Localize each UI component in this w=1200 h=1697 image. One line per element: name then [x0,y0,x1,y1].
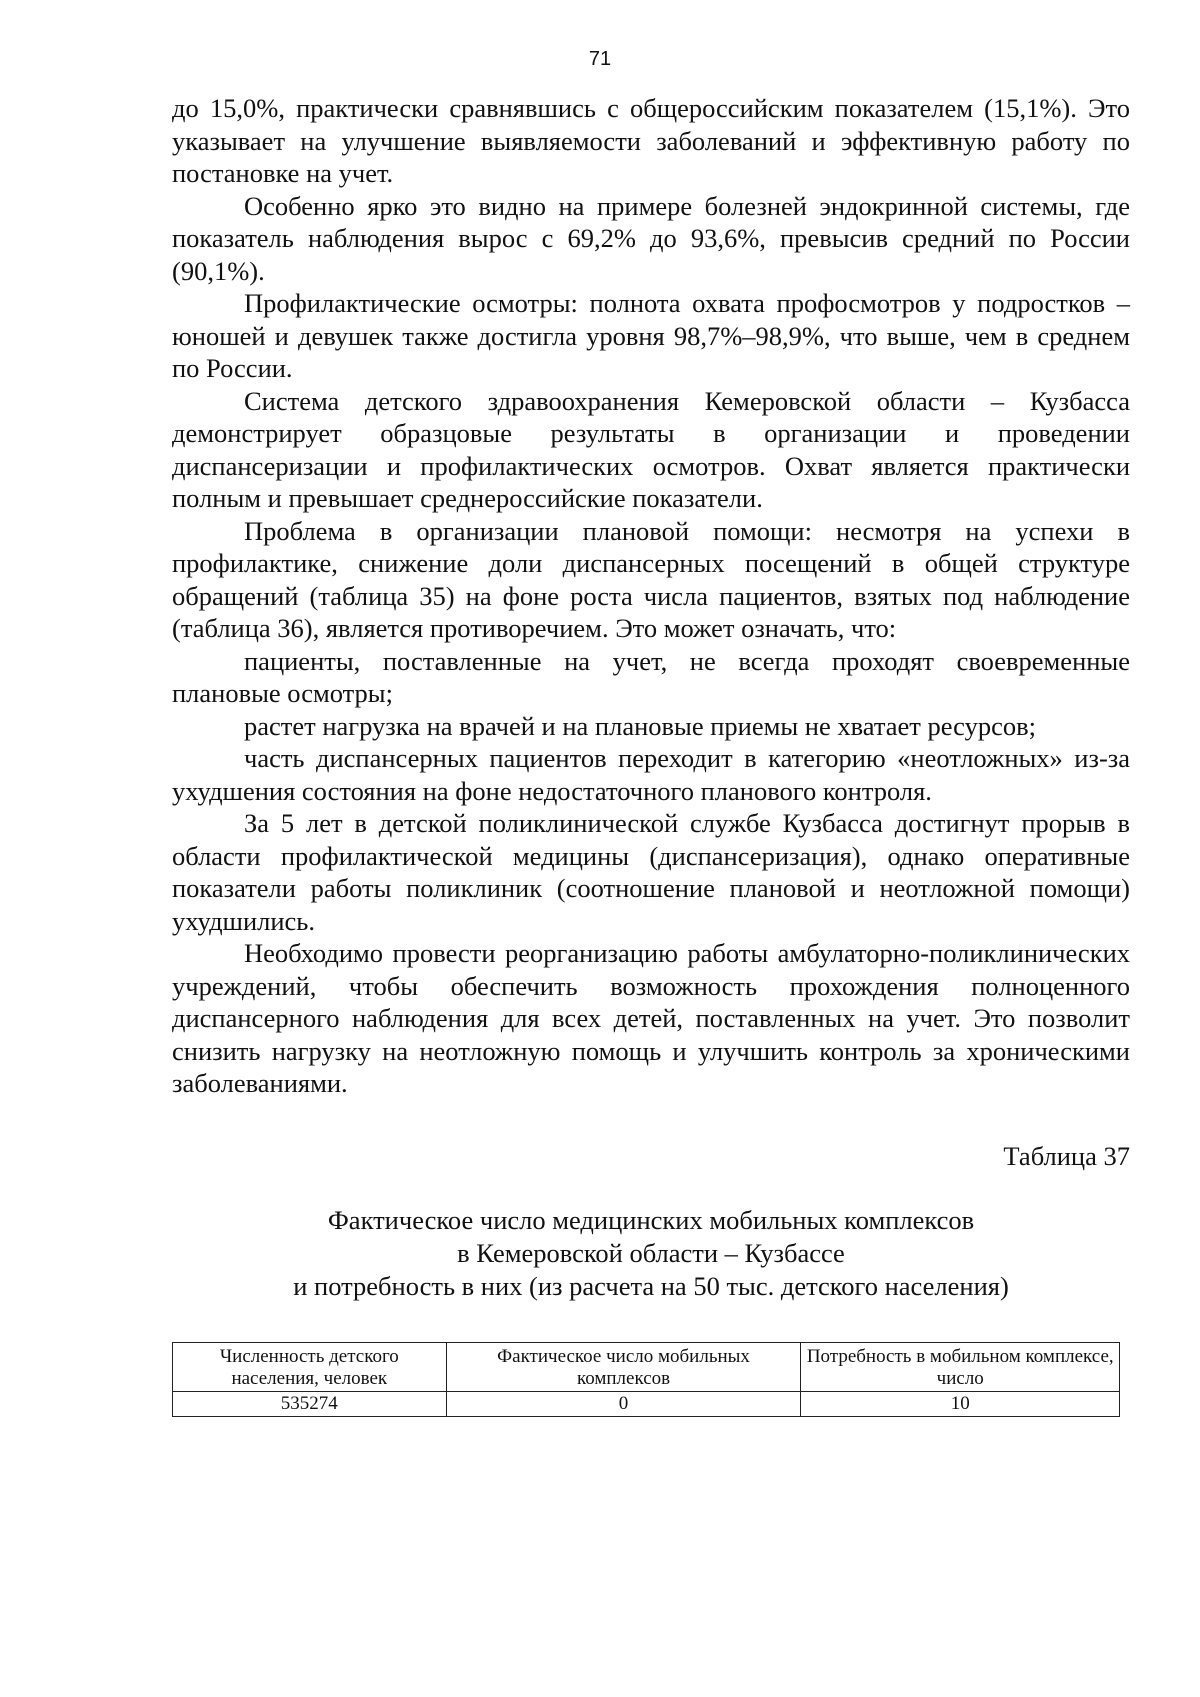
paragraph: Профилактические осмотры: полнота охвата профосмотров у подростков – юношей и девушек также достигла уровня 98,7%–98,9%, что выше, чем в среднем по России. [172,288,1130,383]
table-title-line: в Кемеровской области – Кузбассе [457,1238,845,1268]
list-item: растет нагрузка на врачей и на плановые приемы не хватает ресурсов; [244,710,1036,741]
column-header-actual-count: Фактическое число мобильных комплексов [446,1343,801,1392]
list-item: пациенты, поставленные на учет, не всегда проходят своевременные плановые осмотры; [172,645,1130,708]
data-table [172,1342,1120,1417]
column-header-population: Численность детского населения, человек [173,1343,447,1392]
table-title-line: и потребность в них (из расчета на 50 тыс. детского населения) [293,1271,1009,1301]
paragraph: Система детского здравоохранения Кемеровской области – Кузбасса демонстрирует образцовые результаты в организации и проведении диспансеризации и профилактических осмотров. Охват является практически полным и превышает среднероссийские показатели. [172,385,1130,513]
table-title [172,1204,1130,1303]
column-header-need: Потребность в мобильном комплексе, число [801,1343,1120,1392]
paragraph: Необходимо провести реорганизацию работы амбулаторно-поликлинических учреждений, чтобы обеспечить возможность прохождения полноценного диспансерного наблюдения для всех детей, поставленных на учет. Это позволит снизить нагрузку на неотложную помощь и улучшить контроль за хроническими заболеваниями. [172,938,1130,1098]
paragraph: Особенно ярко это видно на примере болезней эндокринной системы, где показатель наблюдения вырос с 69,2% до 93,6%, превысив средний по России (90,1%). [172,190,1130,286]
paragraph: За 5 лет в детской поликлинической службе Кузбасса достигнут прорыв в области профилактической медицины (диспансеризация), однако оперативные показатели работы поликлиник (соотношение плановой и неотложной помощи) ухудшились. [172,808,1130,936]
table-row [173,1392,1120,1417]
table-label: Таблица 37 [1003,1141,1130,1171]
table-cell: 535274 [173,1392,447,1417]
list-item: часть диспансерных пациентов переходит в категорию «неотложных» из-за ухудшения состояния на фоне недостаточного планового контроля. [172,743,1130,806]
table-cell: 10 [801,1392,1120,1417]
table-title-line: Фактическое число медицинских мобильных комплексов [327,1205,975,1235]
page-number: 71 [588,48,612,70]
paragraph: Проблема в организации плановой помощи: несмотря на успехи в профилактике, снижение доли диспансерных посещений в общей структуре обращений (таблица 35) на фоне роста числа пациентов, взятых под наблюдение (таблица 36), является противоречием. Это может означать, что: [172,515,1130,643]
body-text [172,92,1130,1100]
table-cell: 0 [446,1392,801,1417]
table-header-row [173,1343,1120,1392]
paragraph: до 15,0%, практически сравнявшись с общероссийским показателем (15,1%). Это указывает на улучшение выявляемости заболеваний и эффективную работу по постановке на учет. [172,93,1130,188]
